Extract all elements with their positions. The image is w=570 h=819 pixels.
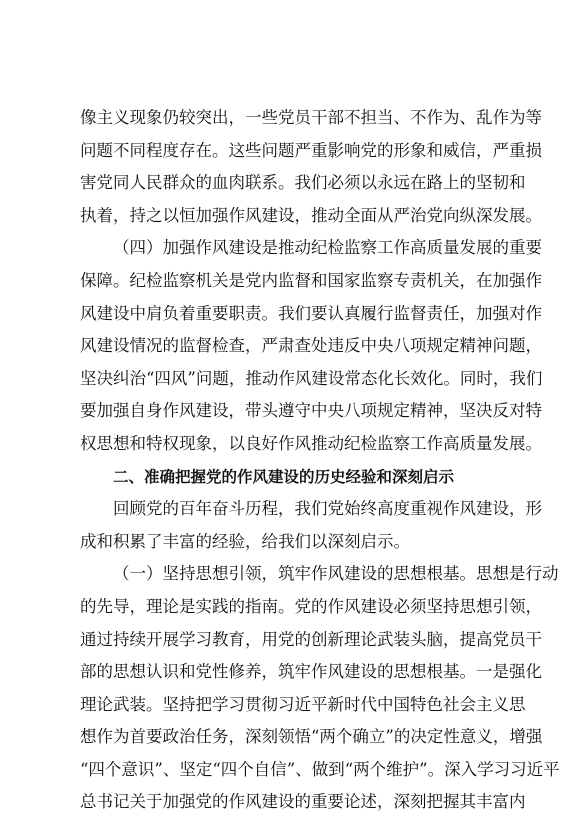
paragraph-line: 回顾党的百年奋斗历程，我们党始终高度重视作风建设，形 [113, 499, 542, 519]
paragraph-line: 总书记关于加强党的作风建设的重要论述，深刻把握其丰富内 [80, 792, 526, 812]
paragraph-line: 坚决纠治“四风”问题，推动作风建设常态化长效化。同时，我们 [80, 368, 543, 388]
paragraph-line: 风建设中肩负着重要职责。我们要认真履行监督责任，加强对作 [80, 303, 542, 323]
section-heading: 二、准确把握党的作风建设的历史经验和深刻启示 [113, 467, 455, 486]
paragraph-line: 权思想和特权现象，以良好作风推动纪检监察工作高质量发展。 [80, 433, 542, 453]
paragraph-line: 风建设情况的监督检查，严肃查处违反中央八项规定精神问题， [80, 336, 542, 356]
paragraph-line: 害党同人民群众的血肉联系。我们必须以永远在路上的坚韧和 [80, 173, 526, 193]
paragraph-line: 的先导，理论是实践的指南。党的作风建设必须坚持思想引领， [80, 596, 542, 616]
paragraph-line: 理论武装。坚持把学习贯彻习近平新时代中国特色社会主义思 [80, 694, 526, 714]
paragraph-line: 像主义现象仍较突出，一些党员干部不担当、不作为、乱作为等 [80, 108, 542, 127]
paragraph-line: 问题不同程度存在。这些问题严重影响党的形象和威信，严重损 [80, 140, 542, 160]
paragraph-line: 想作为首要政治任务，深刻领悟“两个确立”的决定性意义，增强 [80, 727, 543, 747]
paragraph-line: （一）坚持思想引领，筑牢作风建设的思想根基。思想是行动 [113, 564, 559, 584]
paragraph-line: “四个意识”、坚定“四个自信”、做到“两个维护”。深入学习习近平 [80, 759, 560, 779]
paragraph-line: 通过持续开展学习教育，用党的创新理论武装头脑，提高党员干 [80, 629, 542, 649]
paragraph-line: 成和积累了丰富的经验，给我们以深刻启示。 [80, 531, 410, 551]
paragraph-line: （四）加强作风建设是推动纪检监察工作高质量发展的重要 [113, 238, 542, 258]
paragraph-line: 要加强自身作风建设，带头遵守中央八项规定精神，坚决反对特 [80, 401, 542, 421]
paragraph-line: 保障。纪检监察机关是党内监督和国家监察专责机关，在加强作 [80, 270, 542, 290]
paragraph-line: 部的思想认识和党性修养，筑牢作风建设的思想根基。一是强化 [80, 662, 542, 682]
document-body [80, 102, 560, 819]
paragraph-line: 执着，持之以恒加强作风建设，推动全面从严治党向纵深发展。 [80, 205, 542, 225]
